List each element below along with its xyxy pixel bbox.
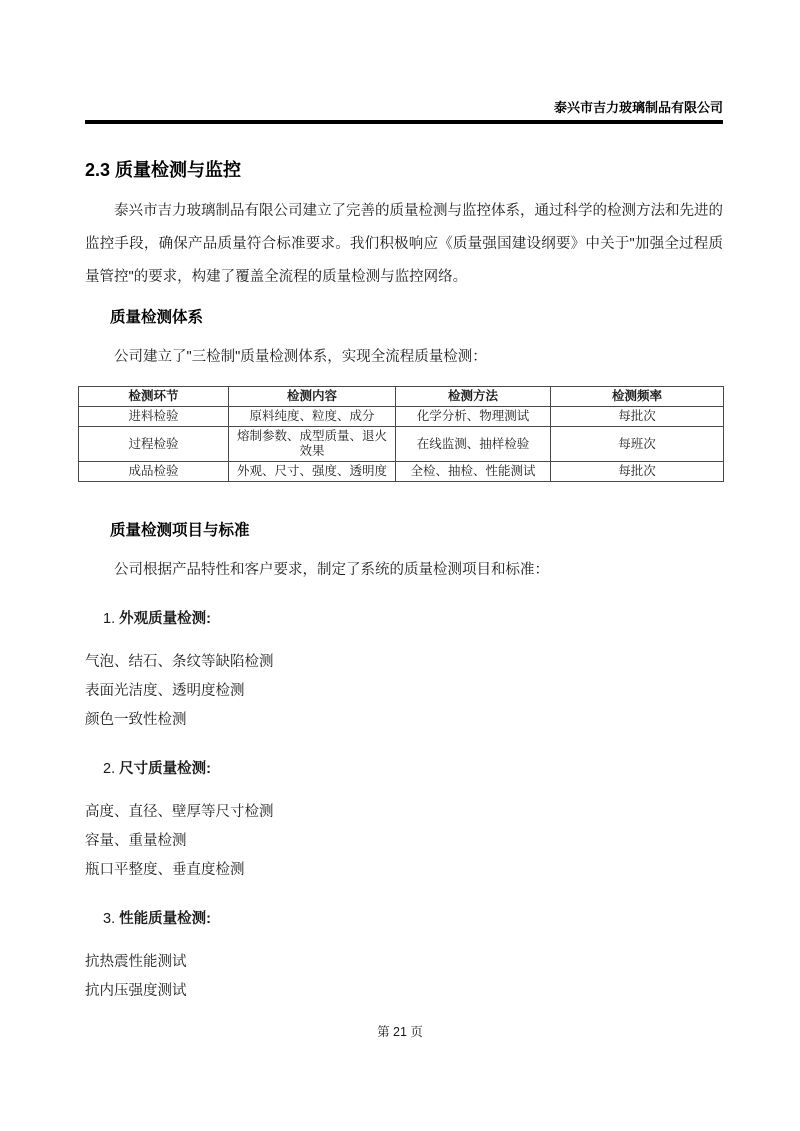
table-cell: 熔制参数、成型质量、退火效果 (229, 427, 396, 462)
table-header-cell: 检测方法 (396, 387, 551, 407)
quality-items-lead: 公司根据产品特性和客户要求，制定了系统的质量检测项目和标准： (114, 562, 549, 578)
table-row (79, 427, 724, 462)
header-divider (85, 120, 723, 124)
table-header-cell: 检测频率 (551, 387, 724, 407)
item-heading (103, 610, 723, 629)
item-heading (103, 910, 723, 929)
table-cell: 在线监测、抽样检验 (396, 427, 551, 462)
item-heading (103, 760, 723, 779)
item-point: 气泡、结石、条纹等缺陷检测 (85, 654, 274, 670)
inspection-table (78, 386, 724, 482)
item-term: 性能质量检测 (119, 911, 207, 927)
table-row (79, 407, 724, 427)
list-item-performance (85, 910, 723, 1001)
table-cell: 成品检验 (79, 462, 229, 482)
subsection-title-quality-items: 质量检测项目与标准 (110, 522, 250, 539)
item-point: 抗热震性能测试 (85, 954, 187, 970)
item-number: 3. (103, 911, 120, 927)
section-intro-paragraph: 泰兴市吉力玻璃制品有限公司建立了完善的质量检测与监控体系，通过科学的检测方法和先进的监控手段，确保产品质量符合标准要求。我们积极响应《质量强国建设纲要》中关于"加强全过程质量管控"的要求，构建了覆盖全流程的质量检测与监控网络。 (85, 203, 723, 285)
table-cell: 每批次 (551, 462, 724, 482)
table-cell: 进料检验 (79, 407, 229, 427)
table-cell: 化学分析、物理测试 (396, 407, 551, 427)
table-header-cell: 检测内容 (229, 387, 396, 407)
item-point: 容量、重量检测 (85, 833, 187, 849)
table-cell: 每批次 (551, 407, 724, 427)
list-item-appearance (85, 610, 723, 730)
item-term: 外观质量检测 (119, 611, 207, 627)
list-item-dimension (85, 760, 723, 880)
item-point: 表面光洁度、透明度检测 (85, 683, 245, 699)
header-company-name: 泰兴市吉力玻璃制品有限公司 (553, 100, 723, 115)
item-number: 2. (103, 761, 120, 777)
table-header-cell: 检测环节 (79, 387, 229, 407)
item-term: 尺寸质量检测 (119, 761, 207, 777)
table-cell: 每班次 (551, 427, 724, 462)
item-number: 1. (103, 611, 120, 627)
section-title: 2.3 质量检测与监控 (85, 160, 242, 180)
item-point: 瓶口平整度、垂直度检测 (85, 862, 245, 878)
item-point: 高度、直径、壁厚等尺寸检测 (85, 804, 274, 820)
table-cell: 全检、抽检、性能测试 (396, 462, 551, 482)
item-colon: : (206, 761, 211, 777)
table-cell: 过程检验 (79, 427, 229, 462)
page-number: 第 21 页 (377, 1025, 423, 1039)
item-colon: : (206, 911, 211, 927)
item-point: 颜色一致性检测 (85, 712, 187, 728)
table-cell: 原料纯度、粒度、成分 (229, 407, 396, 427)
item-colon: : (206, 611, 211, 627)
table-cell: 外观、尺寸、强度、透明度 (229, 462, 396, 482)
subsection-title-quality-system: 质量检测体系 (110, 309, 204, 326)
quality-system-lead: 公司建立了"三检制"质量检测体系，实现全流程质量检测： (114, 349, 487, 365)
table-row (79, 462, 724, 482)
item-point: 抗内压强度测试 (85, 983, 187, 999)
page-content (85, 0, 723, 1001)
table-header-row (79, 387, 724, 407)
